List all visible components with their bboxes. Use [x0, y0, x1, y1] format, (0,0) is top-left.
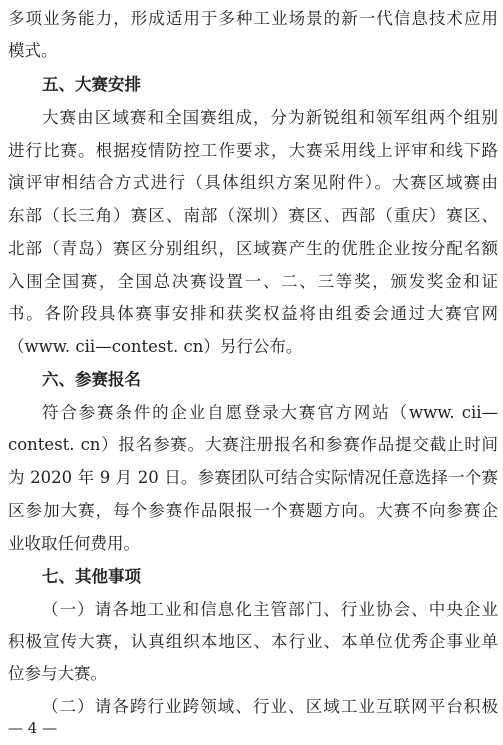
text-line: 入围全国赛，全国总决赛设置一、二、三等奖，颁发奖金和证 — [8, 272, 498, 291]
text-line: 大赛由区域赛和全国赛组成，分为新锐组和领军组两个组别 — [42, 108, 498, 127]
text-line: 书。各阶段具体赛事安排和获奖权益将由组委会通过大赛官网 — [8, 304, 498, 323]
section-heading: 六、参赛报名 — [42, 370, 141, 389]
text-line: 北部（青岛）赛区分别组织，区域赛产生的优胜企业按分配名额 — [8, 239, 498, 258]
text-line: 多项业务能力，形成适用于多种工业场景的新一代信息技术应用 — [8, 9, 498, 28]
text-line: 业收取任何费用。 — [8, 534, 140, 553]
text-line: 区参加大赛，每个参赛作品限报一个赛题方向。大赛不向参赛企 — [8, 501, 498, 520]
text-line: （二）请各跨行业跨领域、行业、区域工业互联网平台积极 — [42, 697, 498, 716]
section-heading: 五、大赛安排 — [42, 75, 141, 94]
text-line: 积极宣传大赛，认真组织本地区、本行业、本单位优秀企事业单 — [8, 632, 498, 651]
text-line: 进行比赛。根据疫情防控工作要求，大赛采用线上评审和线下路 — [8, 141, 498, 160]
text-line: 模式。 — [8, 41, 58, 60]
section-heading: 七、其他事项 — [42, 567, 141, 586]
page-number: — 4 — — [8, 719, 58, 737]
text-line: 位参与大赛。 — [8, 664, 107, 683]
text-line: contest. cn）报名参赛。大赛注册报名和参赛作品提交截止时间 — [8, 435, 498, 454]
text-line: 东部（长三角）赛区、南部（深圳）赛区、西部（重庆）赛区、 — [8, 206, 498, 225]
text-line: 为 2020 年 9 月 20 日。参赛团队可结合实际情况任意选择一个赛 — [8, 468, 498, 487]
text-line: 符合参赛条件的企业自愿登录大赛官方网站（www. cii— — [42, 403, 498, 422]
text-line: （一）请各地工业和信息化主管部门、行业协会、中央企业 — [42, 600, 498, 619]
text-line: （www. cii—contest. cn）另行公布。 — [8, 337, 303, 356]
text-line: 演评审相结合方式进行（具体组织方案见附件）。大赛区域赛由 — [8, 173, 498, 192]
